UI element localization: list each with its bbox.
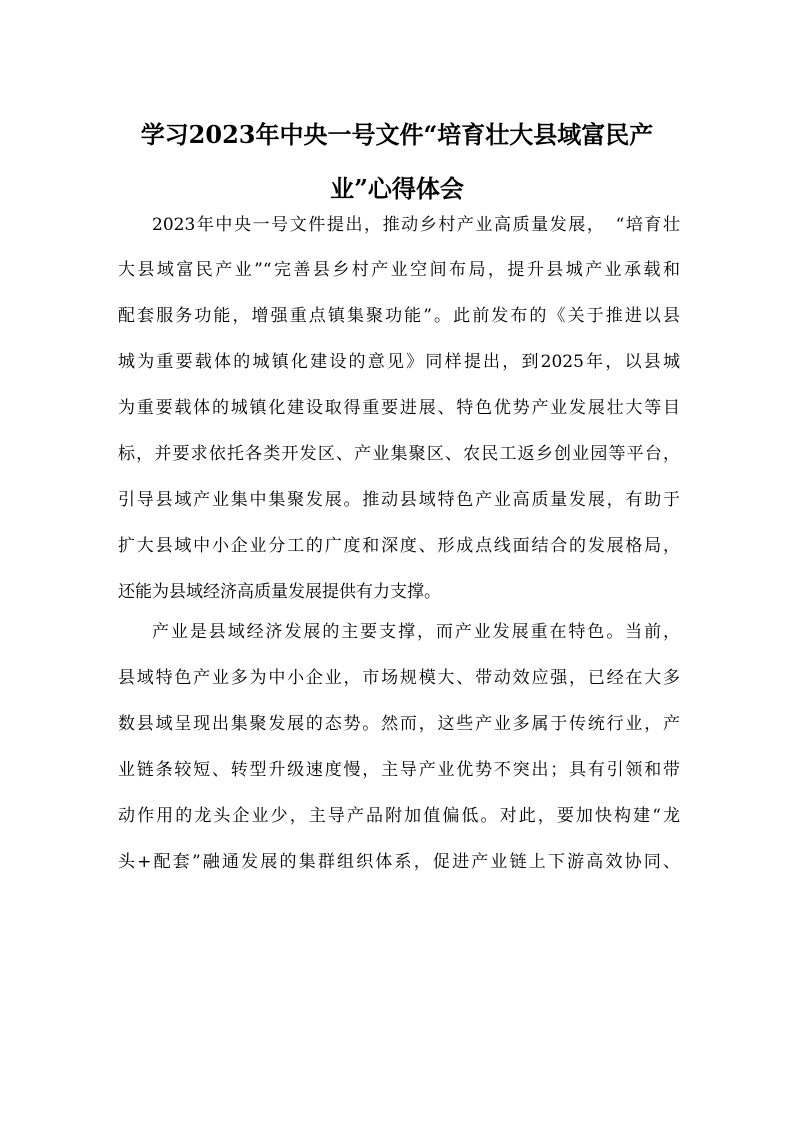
- document-title-line-1: 学习2023年中央一号文件“培育壮大县域富民产: [140, 120, 654, 149]
- paragraph-1-line-4: 城为重要载体的城镇化建设的意见》同样提出，到2025年，以县城: [118, 352, 680, 372]
- paragraph-1-line-3: 配套服务功能，增强重点镇集聚功能”。此前发布的《关于推进以县: [118, 306, 680, 326]
- paragraph-1-line-8: 扩大县域中小企业分工的广度和深度、形成点线面结合的发展格局，: [118, 536, 680, 556]
- document-title-line-2: 业”心得体会: [330, 174, 464, 203]
- paragraph-1-line-6: 标，并要求依托各类开发区、产业集聚区、农民工返乡创业园等平台，: [118, 444, 680, 464]
- paragraph-1-line-5: 为重要载体的城镇化建设取得重要进展、特色优势产业发展壮大等目: [118, 398, 680, 418]
- paragraph-1-line-9: 还能为县域经济高质量发展提供有力支撑。: [118, 582, 441, 602]
- paragraph-2-line-3: 数县域呈现出集聚发展的态势。然而，这些产业多属于传统行业，产: [118, 714, 680, 734]
- paragraph-2-line-4: 业链条较短、转型升级速度慢，主导产业优势不突出；具有引领和带: [118, 760, 680, 780]
- paragraph-2-line-6: 头+配套”融通发展的集群组织体系，促进产业链上下游高效协同、: [118, 852, 680, 872]
- paragraph-1-line-7: 引导县域产业集中集聚发展。推动县域特色产业高质量发展，有助于: [118, 490, 680, 510]
- paragraph-2-line-5: 动作用的龙头企业少，主导产品附加值偏低。对此，要加快构建“龙: [118, 806, 680, 826]
- paragraph-1-line-2: 大县域富民产业”“完善县乡村产业空间布局，提升县城产业承载和: [118, 260, 680, 280]
- paragraph-2-line-1: 产业是县域经济发展的主要支撑，而产业发展重在特色。当前，: [152, 622, 680, 642]
- paragraph-2-line-2: 县域特色产业多为中小企业，市场规模大、带动效应强，已经在大多: [118, 668, 680, 688]
- paragraph-1-line-1: 2023年中央一号文件提出，推动乡村产业高质量发展， “培育壮: [152, 215, 680, 235]
